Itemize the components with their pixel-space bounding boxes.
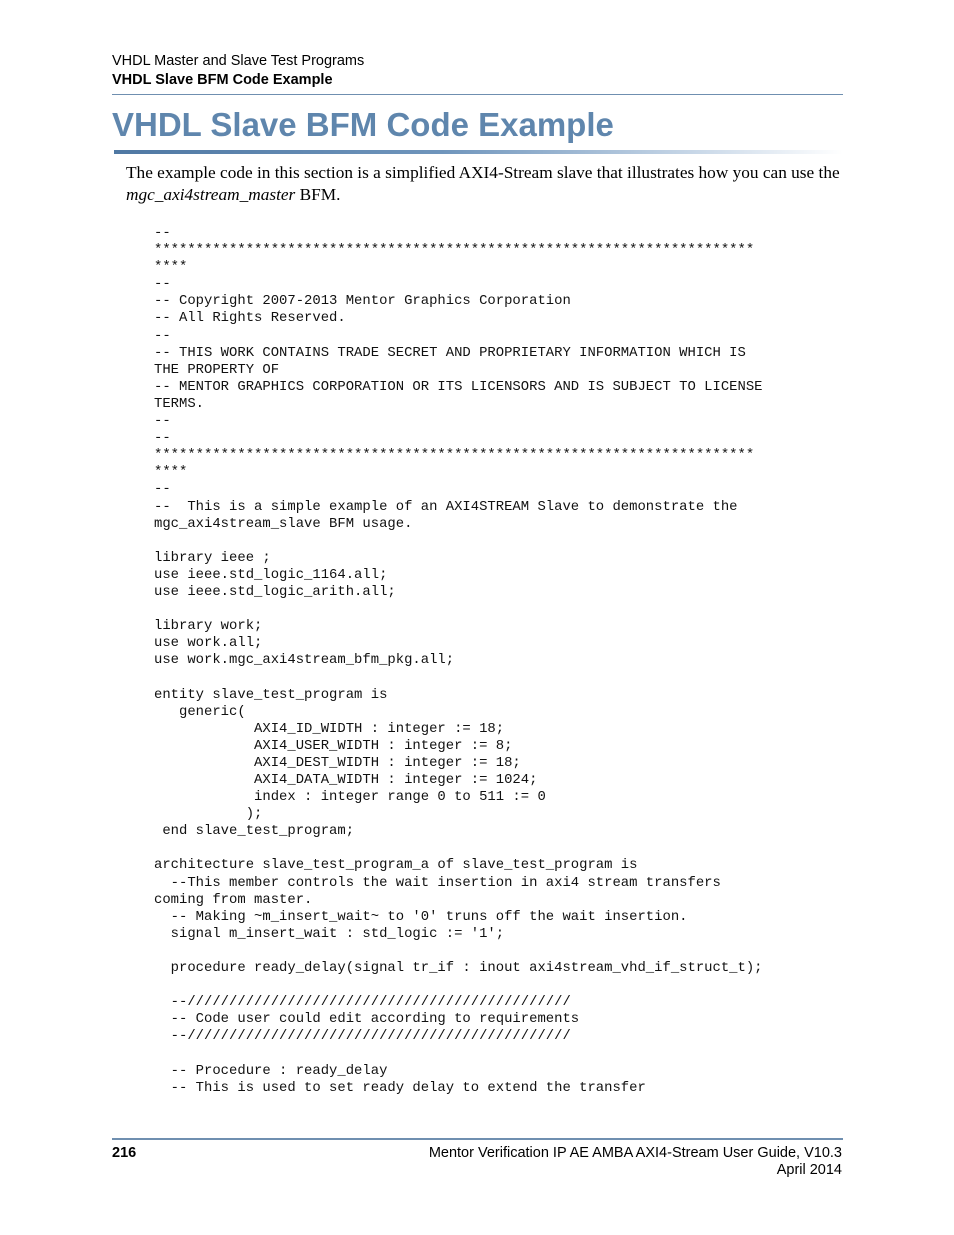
title-underline	[114, 150, 843, 154]
page-title: VHDL Slave BFM Code Example	[112, 106, 614, 143]
footer-divider	[112, 1138, 843, 1140]
footer-date: April 2014	[776, 1162, 842, 1178]
intro-bfm-name: mgc_axi4stream_master	[126, 185, 296, 204]
intro-text-before: The example code in this section is a simplified AXI4-Stream slave that illustrates how you can use the	[126, 163, 840, 182]
footer-info	[429, 1145, 842, 1179]
running-header	[112, 52, 364, 90]
header-divider	[112, 94, 843, 95]
footer-doc-title: Mentor Verification IP AE AMBA AXI4-Stream User Guide, V10.3	[428, 1145, 842, 1161]
intro-paragraph	[126, 162, 842, 206]
page-number: 216	[112, 1145, 137, 1161]
intro-text-after: BFM.	[295, 185, 341, 204]
code-listing: -- ************************************************************************ **** -- -- Copyright 2007-2013 Mentor Graphics Corporation -- All Rights Reserved. -- -- THIS WORK CONTAINS TRADE SECRET AND PROPRIETARY INFORMATION WHICH IS THE PROPERTY OF -- MENTOR GRAPHICS CORPORATION OR ITS LICENSORS AND IS SUBJECT TO LICENSE TERMS. -- -- ************************************************************************ **** -- -- This is a simple example of an AXI4STREAM Slave to demonstrate the mgc_axi4stream_slave BFM usage. library ieee ; use ieee.std_logic_1164.all; use ieee.std_logic_arith.all; library work; use work.all; use work.mgc_axi4stream_bfm_pkg.all; entity slave_test_program is generic( AXI4_ID_WIDTH : integer := 18; AXI4_USER_WIDTH : integer := 8; AXI4_DEST_WIDTH : integer := 18; AXI4_DATA_WIDTH : integer := 1024; index : integer range 0 to 511 := 0 ); end slave_test_program; architecture slave_test_program_a of slave_test_program is --This member controls the wait insertion in axi4 stream transfers coming from master. -- Making ~m_insert_wait~ to '0' truns off the wait insertion. signal m_insert_wait : std_logic := '1'; procedure ready_delay(signal tr_if : inout axi4stream_vhd_if_struct_t); --////////////////////////////////////////////// -- Code user could edit according to requirements --////////////////////////////////////////////// -- Procedure : ready_delay -- This is used to set ready delay to extend the transfer	[154, 225, 763, 1096]
header-section: VHDL Master and Slave Test Programs	[112, 53, 365, 69]
header-subsection: VHDL Slave BFM Code Example	[112, 72, 333, 88]
